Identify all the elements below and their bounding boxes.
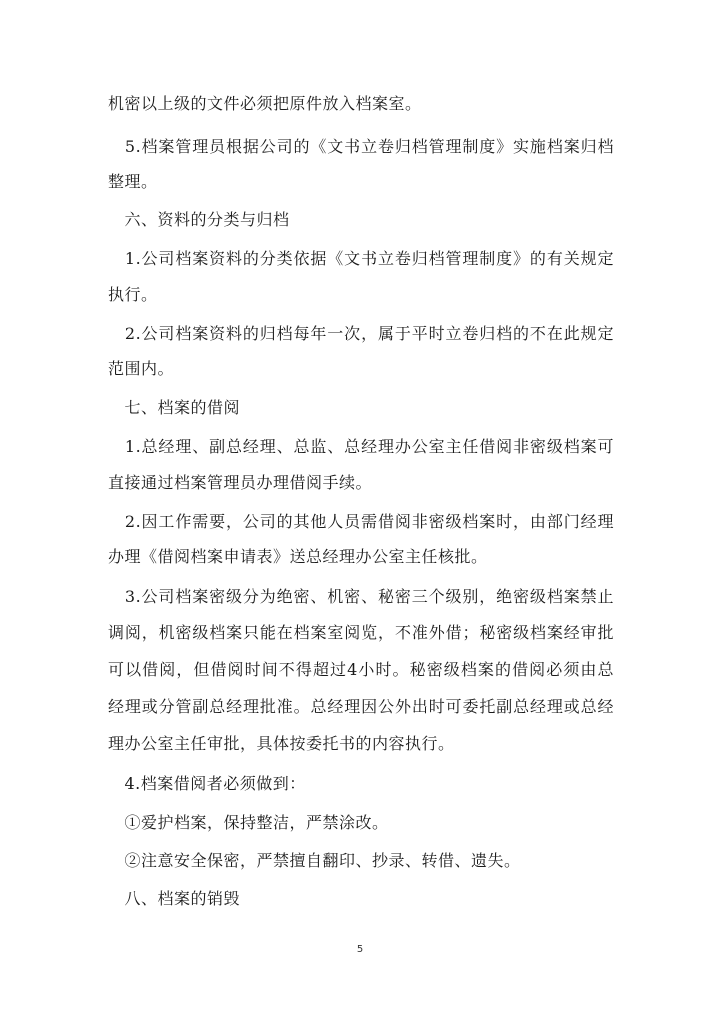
- text-line: 机密以上级的文件必须把原件放入档案室。: [108, 94, 422, 113]
- text-line: 2.公司档案资料的归档每年一次，属于平时立卷归档的不在此规定: [108, 324, 614, 343]
- page-number: 5: [356, 944, 364, 955]
- text-line: 范围内。: [108, 359, 175, 378]
- text-line: 理办公室主任审批，具体按委托书的内容执行。: [108, 734, 455, 753]
- text-line: 5.档案管理员根据公司的《文书立卷归档管理制度》实施档案归档: [108, 137, 614, 156]
- text-line: 直接通过档案管理员办理借阅手续。: [108, 473, 373, 492]
- text-line: 可以借阅，但借阅时间不得超过4小时。秘密级档案的借阅必须由总: [108, 660, 614, 679]
- section-heading: 六、资料的分类与归档: [108, 210, 290, 229]
- text-line: 办理《借阅档案申请表》送总经理办公室主任核批。: [108, 547, 488, 566]
- section-heading: 七、档案的借阅: [108, 398, 241, 417]
- text-line: 2.因工作需要，公司的其他人员需借阅非密级档案时，由部门经理: [108, 512, 614, 531]
- text-line: ②注意安全保密，严禁擅自翻印、抄录、转借、遗失。: [108, 851, 521, 870]
- text-line: 1.公司档案资料的分类依据《文书立卷归档管理制度》的有关规定: [108, 249, 614, 268]
- text-line: 整理。: [108, 172, 158, 191]
- text-line: 3.公司档案密级分为绝密、机密、秘密三个级别，绝密级档案禁止: [108, 587, 614, 606]
- text-line: 调阅，机密级档案只能在档案室阅览，不准外借；秘密级档案经审批: [108, 623, 614, 642]
- text-line: 1.总经理、副总经理、总监、总经理办公室主任借阅非密级档案可: [108, 437, 614, 456]
- text-line: 4.档案借阅者必须做到：: [108, 774, 306, 793]
- section-heading: 八、档案的销毁: [108, 889, 241, 908]
- text-line: 经理或分管副总经理批准。总经理因公外出时可委托副总经理或总经: [108, 697, 614, 716]
- text-line: 执行。: [108, 285, 158, 304]
- text-line: ①爱护档案，保持整洁，严禁涂改。: [108, 813, 389, 832]
